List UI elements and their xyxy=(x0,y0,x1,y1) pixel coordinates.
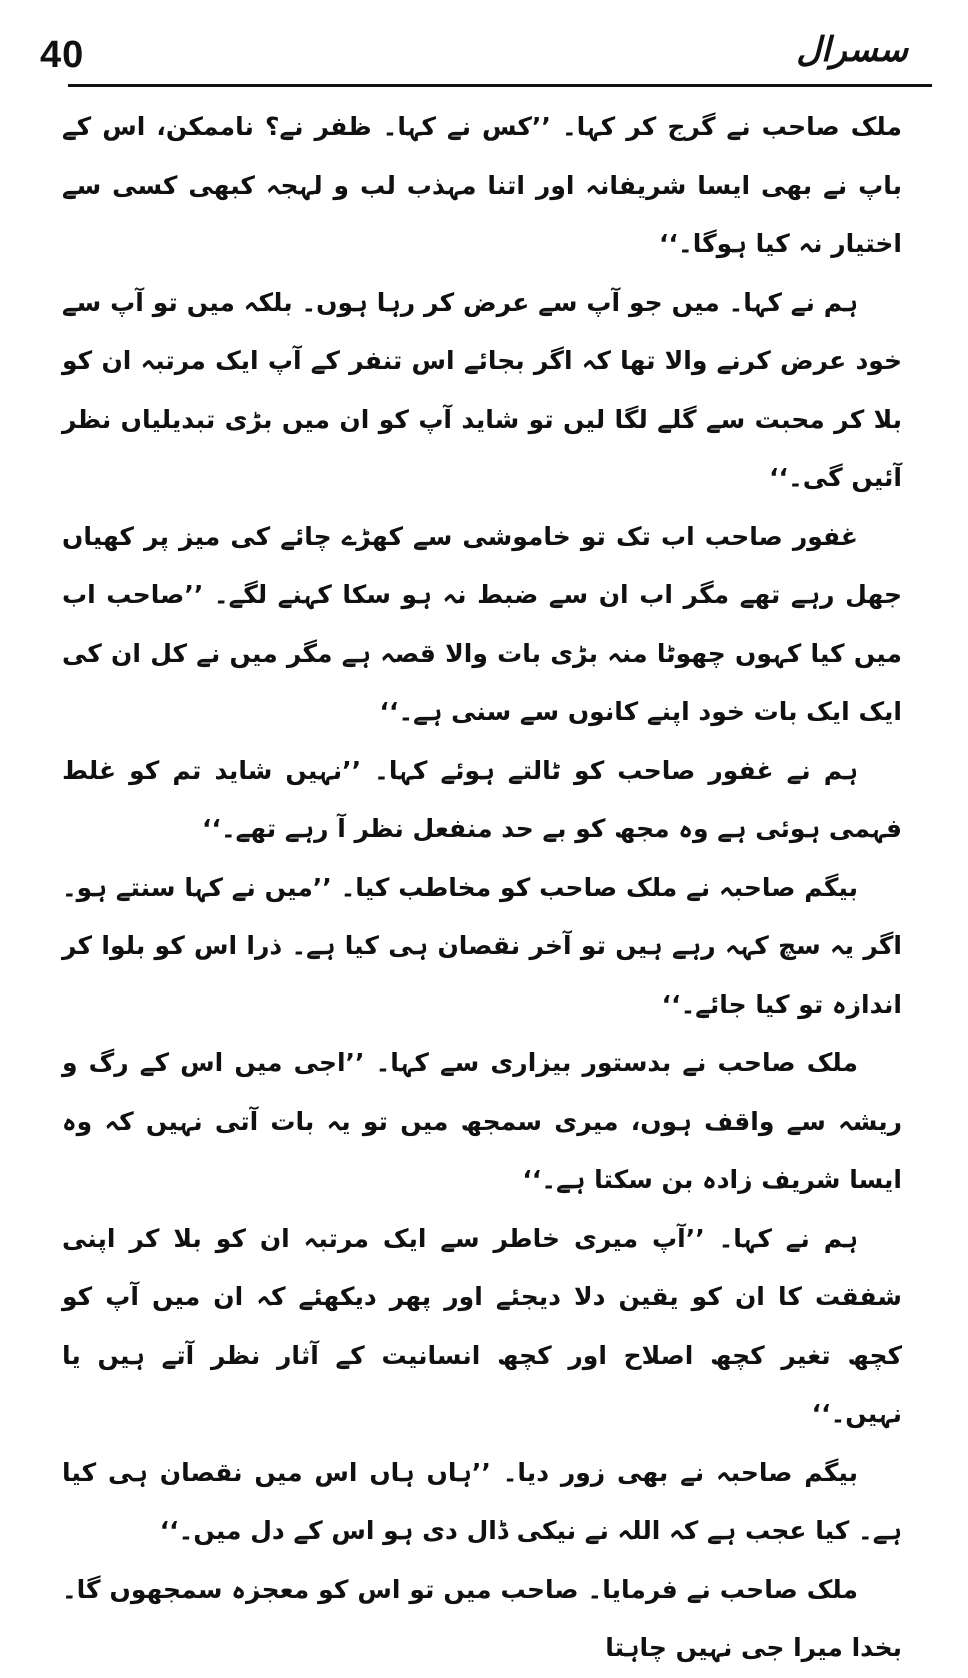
paragraph-9: ملک صاحب نے فرمایا۔ صاحب میں تو اس کو معجزہ سمجھوں گا۔ بخدا میرا جی نہیں چاہتا xyxy=(62,1574,902,1662)
page-number: 40 xyxy=(40,34,85,76)
running-title: سسرال xyxy=(796,30,908,70)
paragraph-3: غفور صاحب اب تک تو خاموشی سے کھڑے چائے کی میز پر کھیاں جھل رہے تھے مگر اب ان سے ضبط نہ ہو سکا کہنے لگے۔ ’’صاحب اب میں کیا کہوں چھوٹا منہ بڑی بات والا قصہ ہے مگر میں نے کل ان کی ایک ایک بات خود اپنے کانوں سے سنی ہے۔‘‘ xyxy=(62,521,902,726)
paragraph-5: بیگم صاحبہ نے ملک صاحب کو مخاطب کیا۔ ’’میں نے کہا سنتے ہو۔ اگر یہ سچ کہہ رہے ہیں تو آخر نقصان ہی کیا ہے۔ ذرا اس کو بلوا کر اندازہ تو کیا جائے۔‘‘ xyxy=(62,872,902,1019)
page-body xyxy=(62,98,902,1678)
paragraph-7: ہم نے کہا۔ ’’آپ میری خاطر سے ایک مرتبہ ان کو بلا کر اپنی شفقت کا ان کو یقین دلا دیجئے اور پھر دیکھئے کہ ان میں آپ کو کچھ تغیر کچھ اصلاح اور کچھ انسانیت کے آثار نظر آتے ہیں یا نہیں۔‘‘ xyxy=(62,1223,902,1428)
paragraph-8: بیگم صاحبہ نے بھی زور دیا۔ ’’ہاں ہاں اس میں نقصان ہی کیا ہے۔ کیا عجب ہے کہ اللہ نے نیکی ڈال دی ہو اس کے دل میں۔‘‘ xyxy=(62,1457,902,1545)
paragraph-4: ہم نے غفور صاحب کو ٹالتے ہوئے کہا۔ ’’نہیں شاید تم کو غلط فہمی ہوئی ہے وہ مجھ کو بے حد منفعل نظر آ رہے تھے۔‘‘ xyxy=(62,755,902,843)
paragraph-1: ملک صاحب نے گرج کر کہا۔ ’’کس نے کہا۔ ظفر نے؟ ناممکن، اس کے باپ نے بھی ایسا شریفانہ اور اتنا مہذب لب و لہجہ کبھی کسی سے اختیار نہ کیا ہوگا۔‘‘ xyxy=(62,112,902,258)
paragraph-2: ہم نے کہا۔ میں جو آپ سے عرض کر رہا ہوں۔ بلکہ میں تو آپ سے خود عرض کرنے والا تھا کہ اگر بجائے اس تنفر کے آپ ایک مرتبہ ان کو بلا کر محبت سے گلے لگا لیں تو شاید آپ کو ان میں بڑی تبدیلیاں نظر آئیں گی۔‘‘ xyxy=(62,287,902,492)
header-rule xyxy=(68,84,932,87)
paragraph-6: ملک صاحب نے بدستور بیزاری سے کہا۔ ’’اجی میں اس کے رگ و ریشہ سے واقف ہوں، میری سمجھ میں تو یہ بات آتی نہیں کہ وہ ایسا شریف زادہ بن سکتا ہے۔‘‘ xyxy=(62,1048,902,1194)
